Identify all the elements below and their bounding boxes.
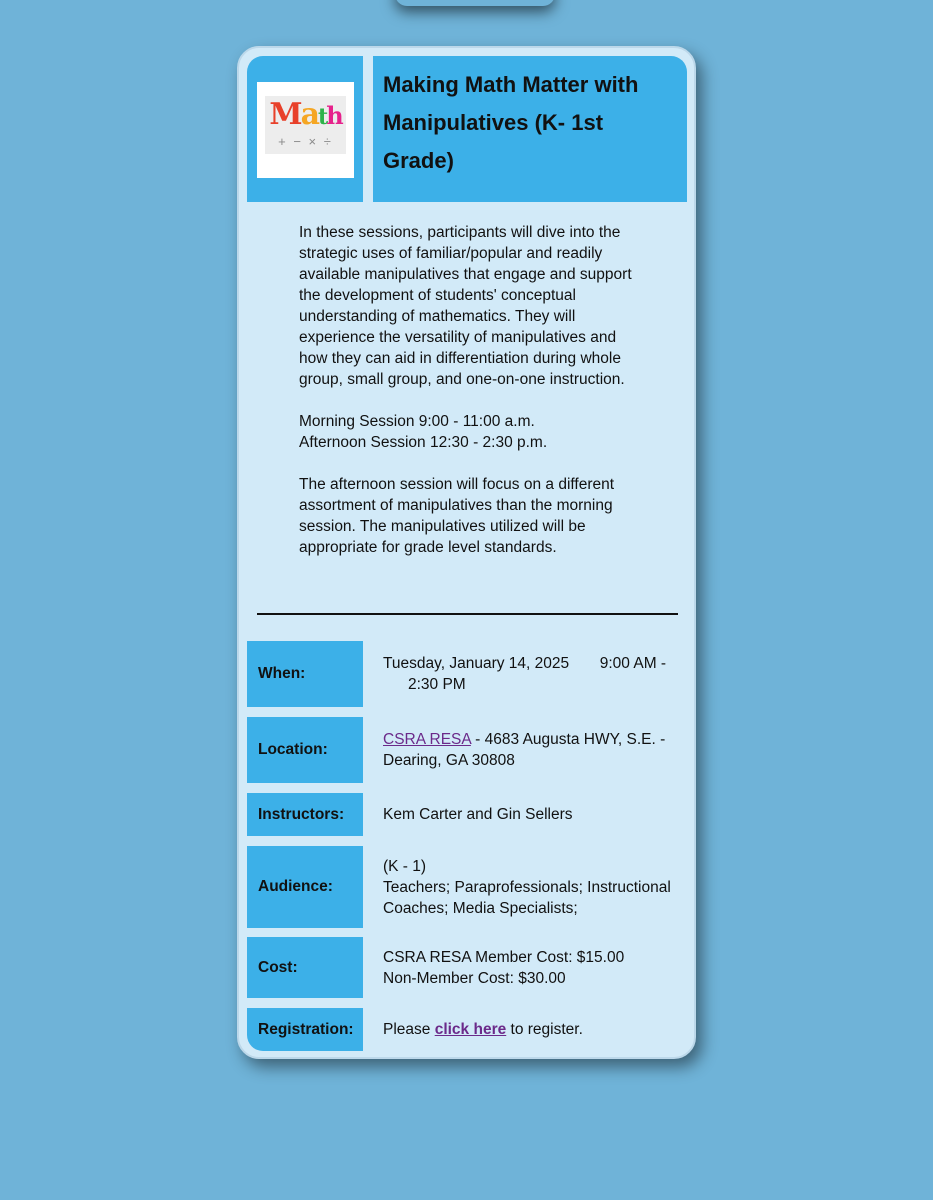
audience-label: Audience: xyxy=(247,846,363,928)
event-title: Making Math Matter with Manipulatives (K- 1st Grade) xyxy=(383,72,639,173)
math-logo-inner xyxy=(265,96,346,154)
math-logo-word: Math xyxy=(269,97,342,132)
top-shadow-decoration xyxy=(395,0,555,6)
register-link[interactable]: click here xyxy=(434,1021,507,1038)
when-value xyxy=(383,641,683,707)
instructors-names: Kem Carter and Gin Sellers xyxy=(383,806,573,823)
logo-cell xyxy=(247,56,363,202)
location-label: Location: xyxy=(247,717,363,783)
session-times xyxy=(299,411,639,453)
afternoon-session: Afternoon Session 12:30 - 2:30 p.m. xyxy=(299,434,548,451)
instructors-value xyxy=(383,793,683,836)
member-cost: CSRA RESA Member Cost: $15.00 xyxy=(383,948,625,966)
registration-label: Registration: xyxy=(247,1008,363,1051)
audience-grades: (K - 1) xyxy=(383,857,427,875)
event-card xyxy=(237,46,696,1059)
registration-value xyxy=(383,1008,683,1051)
cost-value xyxy=(383,937,683,998)
non-member-cost: Non-Member Cost: $30.00 xyxy=(383,969,566,987)
math-logo-image xyxy=(257,82,354,178)
audience-groups: Teachers; Paraprofessionals; Instructional Coaches; Media Specialists; xyxy=(383,878,671,917)
csra-resa-link[interactable]: CSRA RESA xyxy=(383,731,471,748)
morning-session: Morning Session 9:00 - 11:00 a.m. xyxy=(299,413,535,430)
when-label: When: xyxy=(247,641,363,707)
when-date: Tuesday, January 14, 2025 xyxy=(383,655,570,672)
instructors-label: Instructors: xyxy=(247,793,363,836)
registration-suffix: to register. xyxy=(506,1021,583,1038)
registration-prefix: Please xyxy=(383,1021,435,1038)
description-paragraph: In these sessions, participants will dive into the strategic uses of familiar/popular and readily available manipulatives that engage and support the development of students' conceptual understanding of mathematics. They will experience the versatility of manipulatives and how they can aid in differentiation during whole group, small group, and one-on-one instruction. xyxy=(299,224,632,388)
math-operators-icon: + − × ÷ xyxy=(278,134,333,149)
location-address: - 4683 Augusta HWY, S.E. - Dearing, GA 30808 xyxy=(383,731,666,769)
location-value xyxy=(383,717,683,783)
when-start: 9:00 AM - xyxy=(599,655,667,672)
audience-value xyxy=(383,846,683,928)
event-description xyxy=(299,222,639,579)
section-divider xyxy=(257,613,678,615)
cost-label: Cost: xyxy=(247,937,363,998)
title-cell xyxy=(373,56,687,202)
when-end: 2:30 PM xyxy=(408,676,466,693)
afternoon-note: The afternoon session will focus on a different assortment of manipulatives than the morning session. The manipulatives utilized will be appropriate for grade level standards. xyxy=(299,476,615,556)
